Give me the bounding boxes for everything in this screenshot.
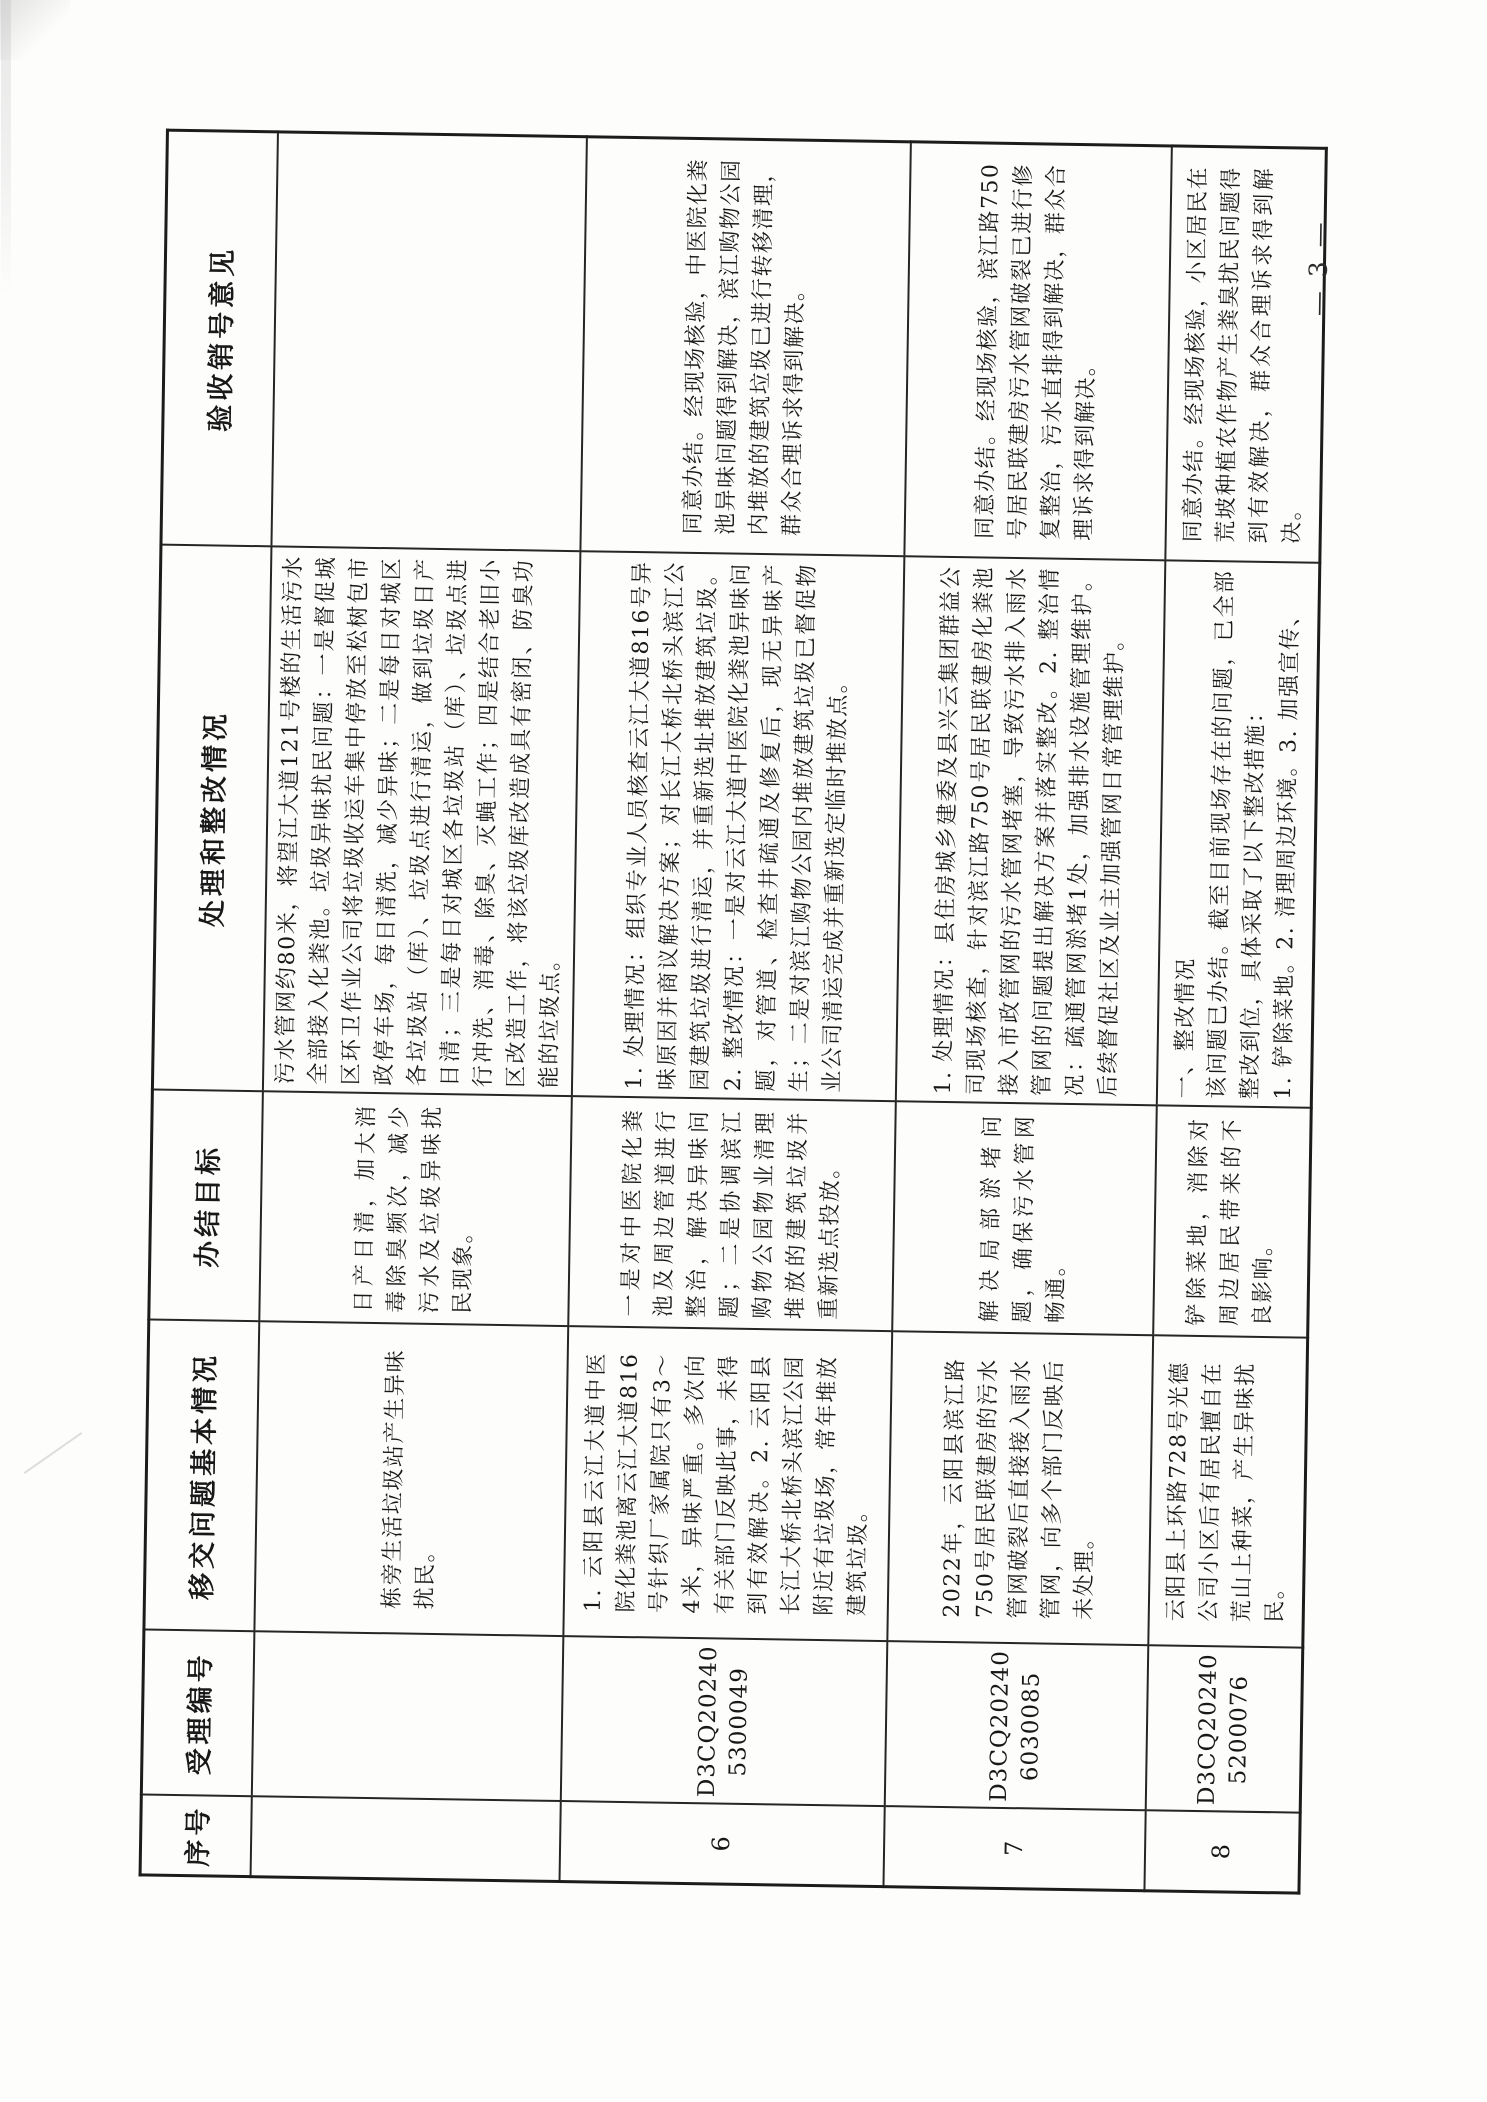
- cell-serial: [250, 1797, 560, 1882]
- cell-case-no: [251, 1632, 563, 1802]
- cell-problem: 栋旁生活垃圾站产生异味扰民。: [254, 1322, 568, 1637]
- cell-acceptance: 同意办结。经现场核验，小区居民在荒坡种植农作物产生粪臭扰民问题得到有效解决，群众合理诉求得到解决。: [1165, 146, 1326, 563]
- cell-case-no: D3CQ20240 6030085: [884, 1642, 1148, 1811]
- col-header-serial: 序号: [140, 1795, 251, 1877]
- table-row-8: [1144, 146, 1326, 1893]
- cell-acceptance: 同意办结。经现场核验，滨江路750号居民联建房污水管网破裂已进行修复整治，污水直排得到解决，群众合理诉求得到解决。: [904, 142, 1171, 561]
- cell-target: 解决局部淤堵问题，确保污水管网畅通。: [892, 1102, 1157, 1336]
- cell-acceptance: 同意办结。经现场核验，中医院化粪池异味问题得到解决，滨江购物公园内堆放的建筑垃圾已进行转移清理，群众合理诉求得到解决。: [580, 137, 910, 557]
- col-header-target: 办结目标: [149, 1090, 263, 1322]
- cell-target: 铲除菜地，消除对周边居民带来的不良影响。: [1153, 1106, 1311, 1338]
- cell-serial: 6: [559, 1802, 884, 1887]
- cell-serial: 8: [1144, 1811, 1300, 1893]
- col-header-problem: 移交问题基本情况: [144, 1320, 259, 1632]
- cell-handling: 1. 处理情况：县住房城乡建委及县兴云集团群益公司现场核查，针对滨江路750号居民联建房化粪池接入市政管网的污水管网堵塞，导致污水排入雨水管网的问题提出解决方案并落实整改。2. 整治情况：疏通管网淤堵1处，加强排水设施管理维护。后续督促社区及业主加强管网日常管理维护。: [895, 557, 1165, 1106]
- cell-target: 日产日清，加大消毒除臭频次，减少污水及垃圾异味扰民现象。: [259, 1092, 572, 1327]
- cell-handling: 一、整改情况 该问题已办结。截至目前现场存在的问题，已全部整改到位，具体采取了以下整改措施： 1. 铲除菜地。2. 清理周边环境。3. 加强宣传、: [1156, 561, 1319, 1108]
- cell-handling: 污水管网约80米，将望江大道121号楼的生活污水全部接入化粪池。垃圾异味扰民问题：一是督促城区环卫作业公司将垃圾收运车集中停放至松树包市政停车场，每日清洗，减少异味；二是每日对城区各垃圾站（库）、垃圾点进行清运，做到垃圾日产日清；三是每日对城区各垃圾站（库）、垃圾点进行冲洗、消毒、除臭、灭蝇工作；四是结合老旧小区改造工作，将该垃圾库改造成具有密闭、防臭功能的垃圾点。: [262, 547, 580, 1097]
- cell-serial: 7: [883, 1807, 1145, 1891]
- page-number: — 3 —: [1303, 219, 1334, 317]
- cell-handling: 1. 处理情况：组织专业人员核查云江大道816号异味原因并商议解决方案；对长江大桥北桥头滨江公园建筑垃圾进行清运，并重新选址堆放建筑垃圾。2. 整改情况：一是对云江大道中医院化粪池异味问题，对管道、检查井疏通及修复后，现无异味产生；二是对滨江购物公园内堆放建筑垃圾已督促物业公司清运完成并重新选定临时堆放点。: [571, 552, 904, 1102]
- col-header-case-no: 受理编号: [141, 1630, 254, 1797]
- table-row-6: [559, 137, 910, 1887]
- cell-problem: 2022年，云阳县滨江路750号居民联建房的污水管网破裂后直接接入雨水管网，向多个部门反映后未处理。: [887, 1332, 1153, 1646]
- table-row-continued: [250, 132, 586, 1882]
- cell-case-no: D3CQ20240 5200076: [1145, 1646, 1302, 1813]
- col-header-handling: 处理和整改情况: [152, 545, 271, 1092]
- cell-problem: 云阳县上环路728号光德公司小区后有居民擅自在荒山上种菜，产生异味扰民。: [1148, 1336, 1307, 1648]
- col-header-acceptance: 验收销号意见: [161, 130, 278, 547]
- cell-acceptance: [271, 132, 586, 552]
- table-row-7: [883, 142, 1171, 1891]
- cell-case-no: D3CQ20240 5300049: [560, 1637, 887, 1807]
- verification-table: [139, 129, 1328, 1895]
- cell-target: 一是对中医院化粪池及周边管道进行整治，解决异味问题；二是协调滨江购物公园物业清理堆放的建筑垃圾并重新选点投放。: [568, 1097, 896, 1332]
- cell-problem: 1. 云阳县云江大道中医院化粪池离云江大道816号针织厂家属院只有3～4米，异味严重。多次向有关部门反映此事，未得到有效解决。2. 云阳县长江大桥北桥头滨江公园附近有垃圾场，常年堆放建筑垃圾。: [563, 1327, 892, 1642]
